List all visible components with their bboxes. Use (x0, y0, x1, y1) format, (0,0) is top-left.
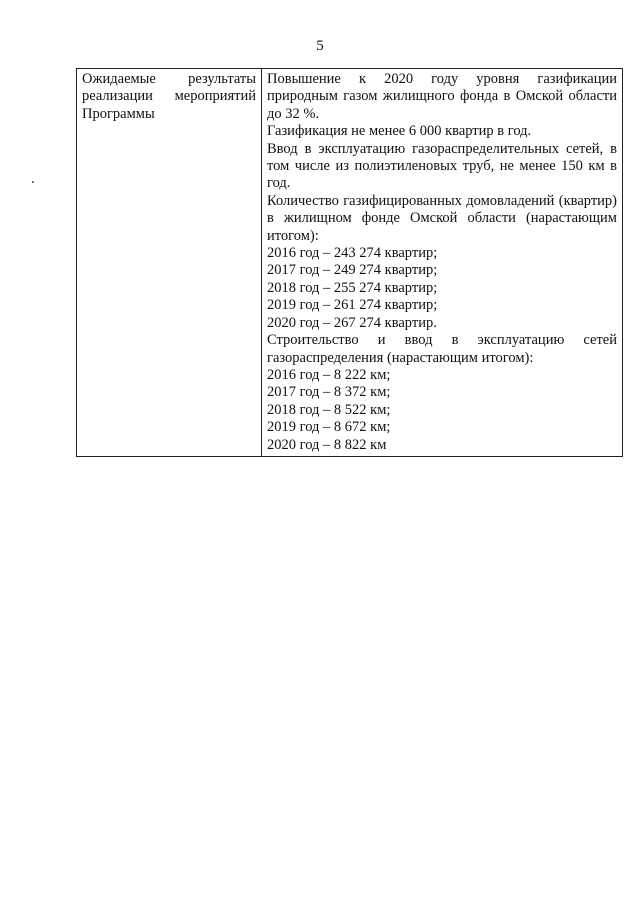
expected-results-table (76, 68, 623, 457)
paragraph-apartments-per-year: Газификация не менее 6 000 квартир в год. (267, 123, 532, 140)
row-label-text: Ожидаемые результаты реализации мероприятий Программы (82, 71, 256, 122)
scan-artifact-dot (32, 181, 34, 183)
list-item-networks-2020: 2020 год – 8 822 км (267, 436, 387, 453)
paragraph-gasification-level: Повышение к 2020 году уровня газификации природным газом жилищного фонда в Омской области до 32 %. (267, 71, 617, 122)
list-item-apartments-2016: 2016 год – 243 274 квартир; (267, 245, 438, 262)
list-item-apartments-2019: 2019 год – 261 274 квартир; (267, 297, 438, 314)
list-item-networks-2019: 2019 год – 8 672 км; (267, 419, 391, 436)
paragraph-networks-commissioning: Ввод в эксплуатацию газораспределительных сетей, в том числе из полиэтиленовых труб, не менее 150 км в год. (267, 140, 617, 192)
row-label-cell (77, 69, 262, 457)
row-value-cell (262, 69, 623, 457)
paragraph-networks-intro: Строительство и ввод в эксплуатацию сетей газораспределения (нарастающим итогом): (267, 332, 617, 366)
list-item-apartments-2020: 2020 год – 267 274 квартир. (267, 314, 437, 331)
list-item-apartments-2018: 2018 год – 255 274 квартир; (267, 279, 438, 296)
list-item-networks-2018: 2018 год – 8 522 км; (267, 401, 391, 418)
list-item-networks-2017: 2017 год – 8 372 км; (267, 384, 391, 401)
list-item-networks-2016: 2016 год – 8 222 км; (267, 366, 391, 383)
list-item-apartments-2017: 2017 год – 249 274 квартир; (267, 262, 438, 279)
paragraph-apartments-count-intro: Количество газифицированных домовладений (квартир) в жилищном фонде Омской области (нарастающим итогом): (267, 192, 617, 244)
table-row (77, 69, 623, 457)
page-number: 5 (316, 38, 324, 54)
